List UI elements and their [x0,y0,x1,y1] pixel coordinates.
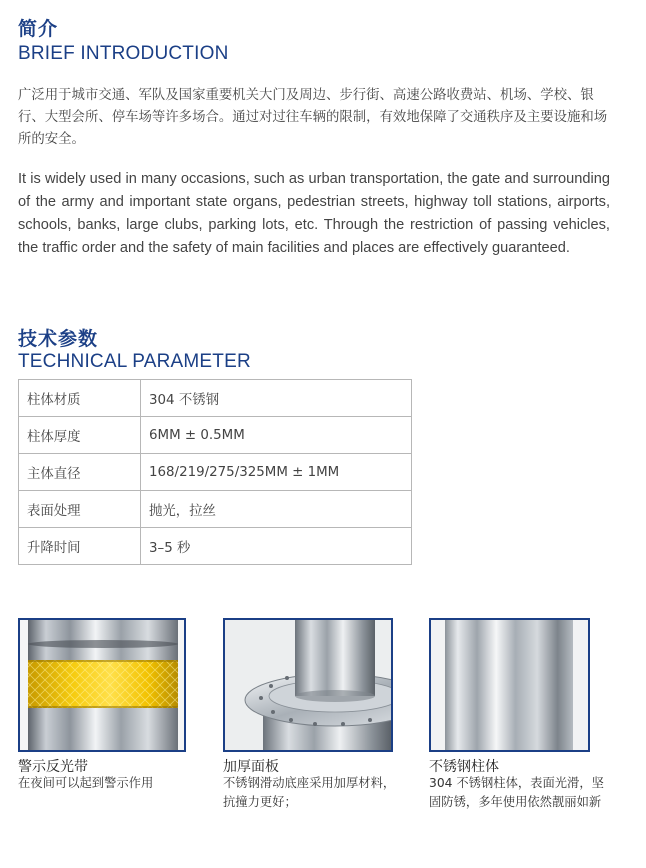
param-label: 柱体材质 [19,380,141,417]
param-label: 表面处理 [19,491,141,528]
feature-title: 加厚面板 [223,759,279,775]
feature-description: 不锈钢滑动底座采用加厚材料， [223,776,396,790]
stainless-column-photo [429,618,590,752]
feature-title: 警示反光带 [18,759,88,775]
param-label: 柱体厚度 [19,417,141,454]
table-row [19,528,412,565]
feature-description: 固防锈，多年使用依然靓丽如新 [429,795,602,809]
table-row [19,454,412,491]
table-row [19,417,412,454]
brief-heading-en: BRIEF INTRODUCTION [18,43,229,64]
brief-text-en: It is widely used in many occasions, such as urban transportation, the gate and surrounding of the army and important state organs, pedestrian streets, highway toll stations, airports, schools, banks, large clubs, parking lots, etc. Through the restriction of passing vehicles, the traffic order and the safety of main facilities and places are effectively guaranteed. [18,171,610,256]
feature-description: 304 不锈钢柱体，表面光滑，坚 [429,776,604,790]
brief-text-cn: 广泛用于城市交通、军队及国家重要机关大门及周边、步行街、高速公路收费站、机场、学校、银行、大型会所、停车场等许多场合。通过对过往车辆的限制，有效地保障了交通秩序及主要设施和场所的安全。 [18,88,608,147]
param-value: 304 不锈钢 [141,380,412,417]
feature-title: 不锈钢柱体 [429,759,499,775]
bollard-band-image [20,620,184,750]
table-row [19,380,412,417]
feature-description: 在夜间可以起到警示作用 [18,776,154,790]
brief-heading-cn: 简介 [18,18,59,40]
param-label: 主体直径 [19,454,141,491]
param-value: 168/219/275/325MM ± 1MM [141,454,412,491]
parameter-table [18,379,412,565]
thickened-panel-photo [223,618,393,752]
technical-heading-cn: 技术参数 [18,328,99,350]
table-row [19,491,412,528]
feature-description: 抗撞力更好； [223,795,297,809]
technical-heading-en: TECHNICAL PARAMETER [18,351,251,372]
bollard-column-image [431,620,588,750]
param-value: 3–5 秒 [141,528,412,565]
param-value: 抛光，拉丝 [141,491,412,528]
param-label: 升降时间 [19,528,141,565]
reflective-band-photo [18,618,186,752]
param-value: 6MM ± 0.5MM [141,417,412,454]
bollard-base-image [225,620,391,750]
